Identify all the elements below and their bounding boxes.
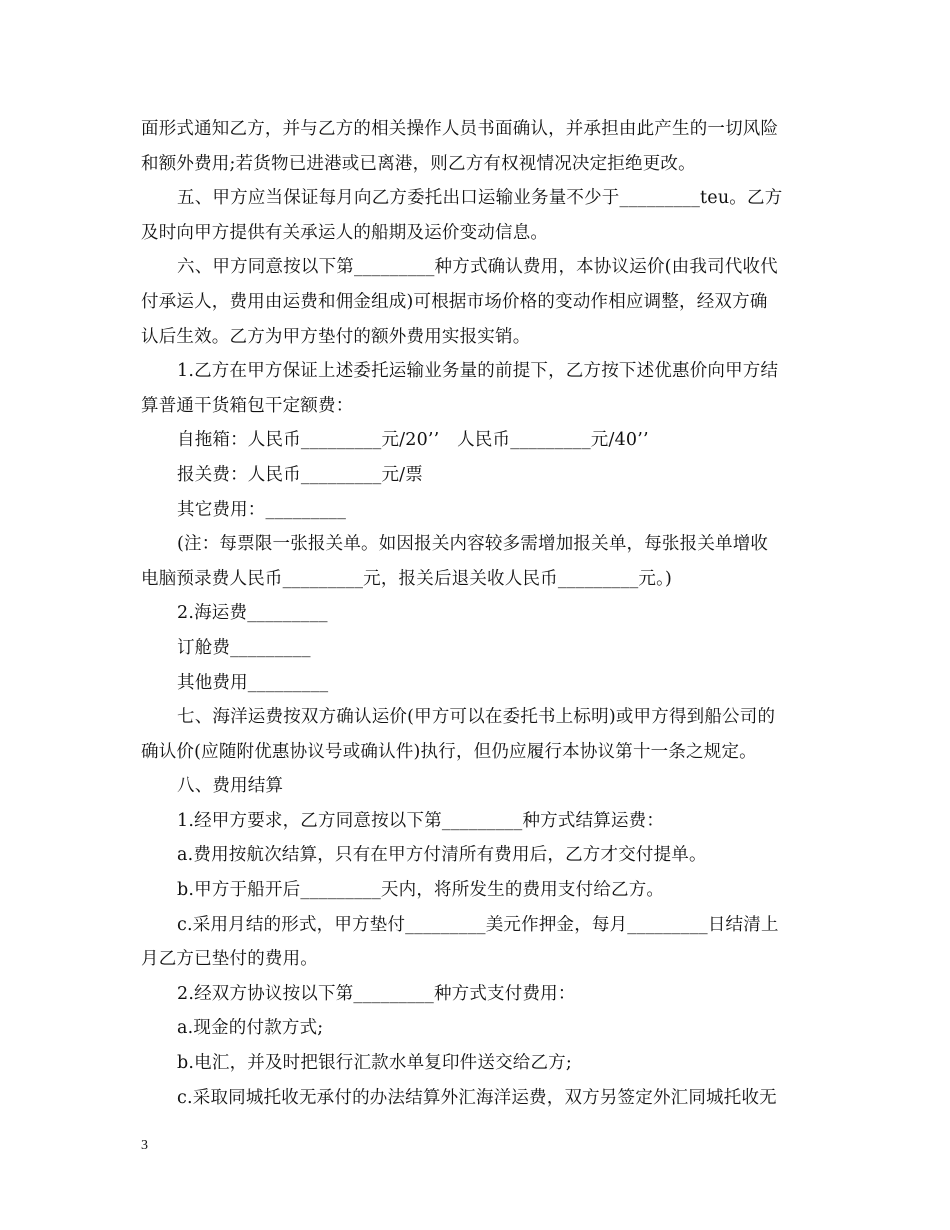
text-line: 算普通干货箱包干定额费： [141, 395, 354, 416]
text-line: 付承运人，费用由运费和佣金组成)可根据市场价格的变动作相应调整，经双方确 [141, 291, 768, 312]
text-line: c.采用月结的形式，甲方垫付_________美元作押金，每月_________日结清上 [177, 914, 779, 935]
text-line: 五、甲方应当保证每月向乙方委托出口运输业务量不少于_________teu。乙方 [177, 188, 783, 209]
text-line: 其它费用：_________ [177, 499, 347, 520]
text-line: 自拖箱：人民币_________元/20’’ 人民币_________元/40’’ [177, 430, 649, 451]
text-line: 和额外费用;若货物已进港或已离港，则乙方有权视情况决定拒绝更改。 [141, 153, 696, 174]
text-line: 月乙方已垫付的费用。 [141, 949, 318, 970]
text-line: a.费用按航次结算，只有在甲方付清所有费用后，乙方才交付提单。 [177, 845, 707, 866]
text-line: 2.海运费_________ [177, 603, 328, 624]
text-line: 1.乙方在甲方保证上述委托运输业务量的前提下，乙方按下述优惠价向甲方结 [177, 361, 779, 382]
text-line: 确认价(应随附优惠协议号或确认件)执行，但仍应履行本协议第十一条之规定。 [141, 741, 757, 762]
text-line: c.采取同城托收无承付的办法结算外汇海洋运费，双方另签定外汇同城托收无 [177, 1087, 777, 1108]
text-line: a.现金的付款方式; [177, 1018, 324, 1039]
text-line: 及时向甲方提供有关承运人的船期及运价变动信息。 [141, 222, 549, 243]
text-line: 八、费用结算 [177, 776, 284, 797]
text-line: 面形式通知乙方，并与乙方的相关操作人员书面确认，并承担由此产生的一切风险 [141, 119, 779, 139]
document-body [141, 112, 813, 1115]
text-line: 报关费：人民币_________元/票 [177, 464, 423, 485]
text-line: 认后生效。乙方为甲方垫付的额外费用实报实销。 [141, 326, 531, 347]
text-line: 其他费用_________ [177, 672, 329, 693]
text-line: b.甲方于船开后_________天内，将所发生的费用支付给乙方。 [177, 880, 665, 901]
text-line: 订舱费_________ [177, 637, 311, 658]
text-line: 六、甲方同意按以下第_________种方式确认费用，本协议运价(由我司代收代 [177, 257, 778, 278]
text-line: 2.经双方协议按以下第_________种方式支付费用： [177, 983, 576, 1004]
page-number: 3 [141, 1138, 148, 1153]
text-line: (注：每票限一张报关单。如因报关内容较多需增加报关单，每张报关单增收 [177, 534, 769, 555]
text-line: 1.经甲方要求，乙方同意按以下第_________种方式结算运费： [177, 810, 665, 831]
text-line: 电脑预录费人民币_________元，报关后退关收人民币_________元。) [141, 568, 673, 589]
text-line: b.电汇，并及时把银行汇款水单复印件送交给乙方; [177, 1053, 572, 1074]
text-line: 七、海洋运费按双方确认运价(甲方可以在委托书上标明)或甲方得到船公司的 [177, 707, 776, 728]
